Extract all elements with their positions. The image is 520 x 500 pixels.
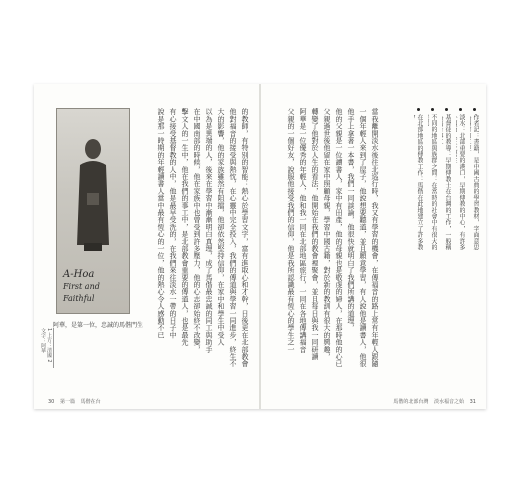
text-column: 說是那一時期的年輕讀書人當中最有恆心的一位，他的熱心令人感動不已	[157, 108, 165, 339]
bullet-icon	[417, 108, 420, 111]
notes-bullets	[394, 108, 480, 254]
bullet-icon	[445, 108, 448, 111]
text-column: 他的父親是一位讀書人，家中有田產，他的母親也是敬虔的婦人，在那時他的心已	[335, 108, 343, 368]
side-note: 1 上方：清國 2 文字：阿華	[40, 328, 54, 368]
caption-subtitle: First and Faithful	[63, 282, 100, 303]
text-column: 轉變了他對於人生的看法，他開始在我們的教會裡聚會，並且每日與我一同研讀	[311, 108, 319, 360]
text-column: 父親的一個好友，說服他接受我們的信仰，他是我所認識最有恆心的學生之一	[287, 108, 295, 353]
right-footer	[393, 398, 476, 405]
bullet-icon	[473, 108, 476, 111]
right-footer-chapter: 馬偕的北部台灣	[393, 399, 429, 405]
text-column: 他對福音的接受與熱忱，在心靈中完全投入，我們的傳道與學習一同進步，終生不	[229, 108, 237, 368]
text-column: 他手上拿著一本書，我們一同談論，他很快就明白了我們所講的道理，	[347, 108, 355, 332]
text-column: 當我離開淡水後往北巡行時，我又有學習的機會，在傳福音的路上常有年輕人跟隨	[371, 108, 379, 368]
portrait-photo	[56, 108, 130, 314]
bullet-item: 作者記：書籍，是中國古典的學習教材，字面意思	[472, 114, 479, 251]
bullet-item: 淡水：北部重要的港口，早期傳教的中心，有許多	[458, 114, 465, 251]
text-column: 以為是異端的人，後來在學習中漸漸明白真理，成了馬偕最忠誠的同工與助手	[205, 108, 213, 353]
page-gutter	[259, 84, 261, 409]
bullet-item: 不同的地區與族群之間：在當時的社會中有很大的	[430, 114, 437, 251]
bullet-icon	[431, 108, 434, 111]
right-footer-section: 淡水福音之始	[434, 399, 465, 405]
bullet-item: 在北部地區的傳教工作：馬偕在此地建立了許多教	[416, 114, 423, 251]
left-footer-title: 馬偕在台	[80, 399, 101, 405]
figure-caption: 阿華，是第一位，忠誠的馬偕門生	[53, 322, 144, 329]
text-column: 在中國南部的時候，他在家族中也曾受到許多壓力，他的心志卻始終不改變，	[193, 108, 201, 353]
text-column: 阿華是一位優秀的年輕人，他和我一同在北部地區旅行，一同在各地傳講福音	[299, 108, 307, 353]
text-column: 父親過世後他留在家中照顧母親，學習中國古籍，對於新的教訓有很大的興趣，	[323, 108, 331, 360]
text-column: 一個年輕人來到了屋子，他說想要聽道，並且願意學習，有人說他是讀書人，他很	[359, 108, 367, 368]
text-column: 大的影響，他的家族雖然有阻擋，他卻依然堅持信仰，在家中和學生中受人	[217, 108, 225, 346]
text-column: 有心接受基督教的人中，他是最早受洗的，在我們來往淡水一帶的日子中	[169, 108, 177, 339]
book-spread	[34, 84, 486, 409]
left-footer	[48, 398, 101, 405]
left-page-number: 30	[48, 399, 55, 405]
bullet-icon	[459, 108, 462, 111]
left-footer-section: 第一篇	[59, 399, 75, 405]
caption-name: A-Hoa	[63, 269, 95, 280]
bullet-item: 基督徒的教導：早期傳教士在台灣的工作，一般稱	[444, 114, 451, 251]
text-column: 的教師，有特別的智能：熱心於學習文字，富有進取心和才幹，日後更在北部教會	[241, 108, 249, 368]
right-page-number: 31	[469, 399, 476, 405]
portrait-figure	[74, 135, 112, 255]
photo-script-caption	[63, 269, 129, 305]
text-column: 擊文人的一生中，他在我們的事工中，是北部教會重要的傳道人，也是最先	[181, 108, 189, 346]
